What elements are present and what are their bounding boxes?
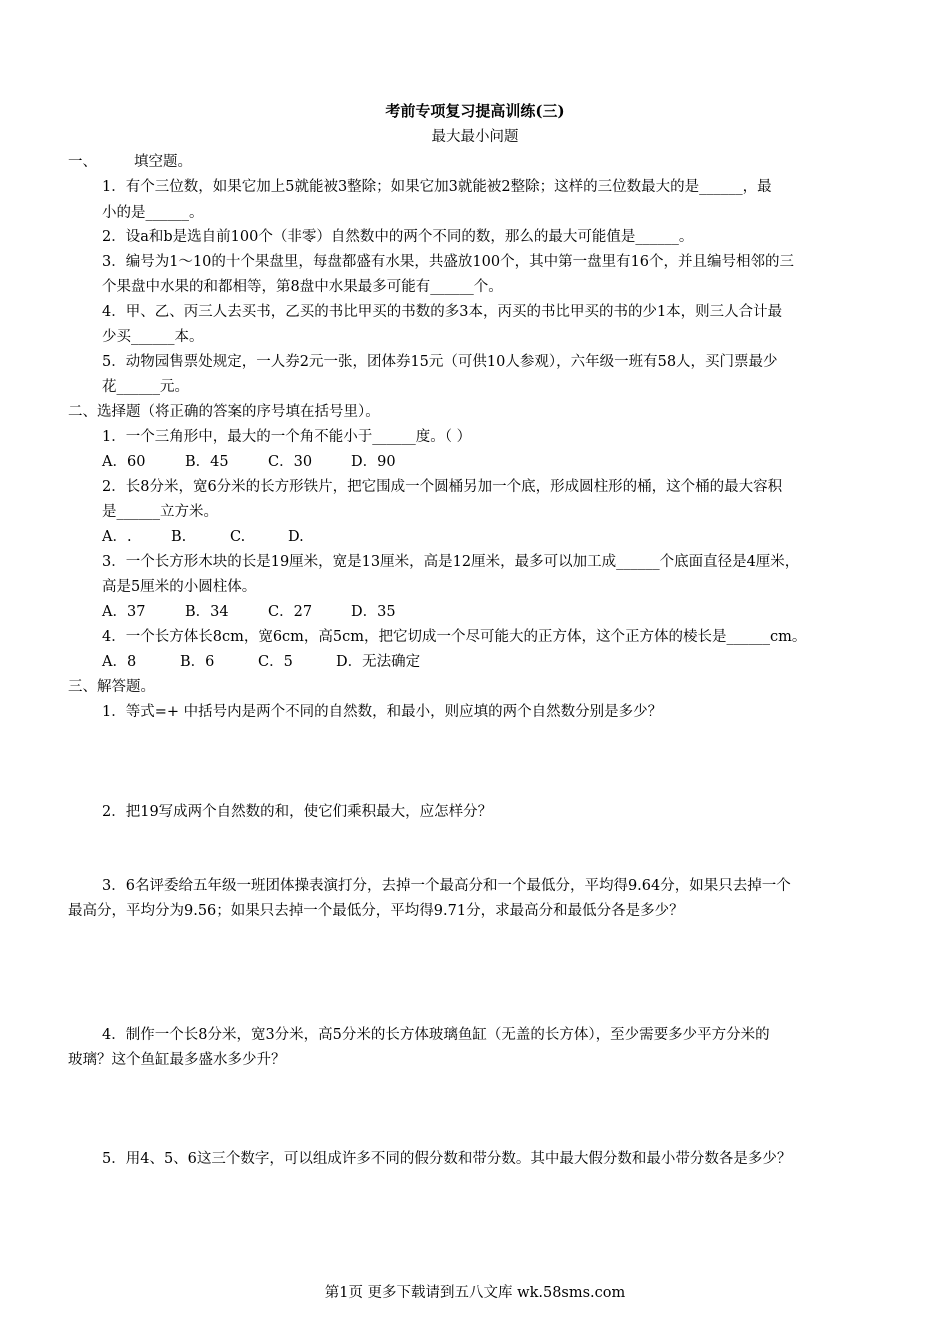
s1-q4-line2: 少买______本。	[102, 329, 204, 345]
option-a: A．8	[102, 654, 137, 670]
option-c: C.	[230, 529, 246, 545]
option-b: B．45	[185, 454, 229, 470]
option-c: C．30	[268, 454, 313, 470]
option-d: D．无法确定	[336, 654, 421, 670]
section1-heading: 填空题。	[134, 154, 192, 170]
s2-q2-line1: 2．长8分米，宽6分米的长方形铁片，把它围成一个圆桶另加一个底，形成圆柱形的桶，这个桶的最大容积	[102, 479, 783, 495]
option-d: D．90	[351, 454, 396, 470]
option-c: C．5	[258, 654, 293, 670]
s3-q1-line1: 1．等式=+ 中括号内是两个不同的自然数，和最小，则应填的两个自然数分别是多少？	[102, 704, 663, 720]
section3-heading: 三、解答题。	[68, 679, 155, 695]
s3-q5-line1: 5．用4、5、6这三个数字，可以组成许多不同的假分数和带分数。其中最大假分数和最小带分数各是多少？	[102, 1151, 792, 1167]
s2-q1-options	[102, 452, 396, 472]
option-a: A．37	[102, 604, 146, 620]
option-a: A．60	[102, 454, 146, 470]
option-b: B.	[171, 529, 187, 545]
s1-q5-line2: 花______元。	[102, 379, 189, 395]
section2-heading: 二、选择题（将正确的答案的序号填在括号里）。	[68, 404, 380, 420]
s2-q2-options	[102, 527, 304, 547]
page-subtitle: 最大最小问题	[431, 129, 519, 145]
option-b: B．6	[180, 654, 215, 670]
s2-q3-options	[102, 602, 396, 622]
s2-q4-line1: 4．一个长方体长8cm，宽6cm，高5cm，把它切成一个尽可能大的正方体，这个正方体的棱长是______cm。	[102, 629, 807, 645]
s3-q2-line1: 2．把19写成两个自然数的和，使它们乘积最大，应怎样分？	[102, 804, 493, 820]
option-c: C．27	[268, 604, 313, 620]
s1-q3-line2: 个果盘中水果的和都相等，第8盘中水果最多可能有______个。	[102, 279, 503, 295]
s1-q4-line1: 4．甲、乙、丙三人去买书，乙买的书比甲买的书数的多3本，丙买的书比甲买的书的少1本，则三人合计最	[102, 304, 783, 320]
option-d: D.	[288, 529, 304, 545]
s1-q1-line2: 小的是______。	[102, 205, 204, 221]
s3-q3-line1: 3．6名评委给五年级一班团体操表演打分，去掉一个最高分和一个最低分，平均得9.64分，如果只去掉一个	[102, 878, 791, 894]
s2-q3-line1: 3．一个长方形木块的长是19厘米，宽是13厘米，高是12厘米，最多可以加工成______个底面直径是4厘米，	[102, 554, 800, 570]
section1-number: 一、	[68, 154, 97, 170]
s3-q4-line1: 4．制作一个长8分米，宽3分米，高5分米的长方体玻璃鱼缸（无盖的长方体），至少需要多少平方分米的	[102, 1027, 770, 1043]
s1-q2-line1: 2．设a和b是选自前100个（非零）自然数中的两个不同的数，那么的最大可能值是______。	[102, 229, 694, 245]
option-d: D．35	[351, 604, 396, 620]
s1-q3-line1: 3．编号为1～10的十个果盘里，每盘都盛有水果，共盛放100个，其中第一盘里有16个，并且编号相邻的三	[102, 254, 795, 270]
option-a: A．.	[102, 529, 132, 545]
s2-q1-line1: 1．一个三角形中，最大的一个角不能小于______度。（ ）	[102, 429, 472, 445]
s1-q5-line1: 5．动物园售票处规定，一人券2元一张，团体券15元（可供10人参观），六年级一班有58人，买门票最少	[102, 354, 778, 370]
option-b: B．34	[185, 604, 229, 620]
page-title: 考前专项复习提高训练(三)	[385, 102, 565, 120]
s2-q4-options	[102, 652, 420, 672]
s3-q4-line2: 玻璃？这个鱼缸最多盛水多少升？	[68, 1052, 286, 1068]
s1-q1-line1: 1．有个三位数，如果它加上5就能被3整除；如果它加3就能被2整除；这样的三位数最大的是______，最	[102, 179, 772, 195]
page-footer: 第1页 更多下载请到五八文库 wk.58sms.com	[324, 1285, 626, 1301]
s3-q3-line2: 最高分，平均分为9.56；如果只去掉一个最低分，平均得9.71分，求最高分和最低分各是多少？	[68, 903, 684, 919]
s2-q2-line2: 是______立方米。	[102, 504, 218, 520]
s2-q3-line2: 高是5厘米的小圆柱体。	[102, 579, 257, 595]
